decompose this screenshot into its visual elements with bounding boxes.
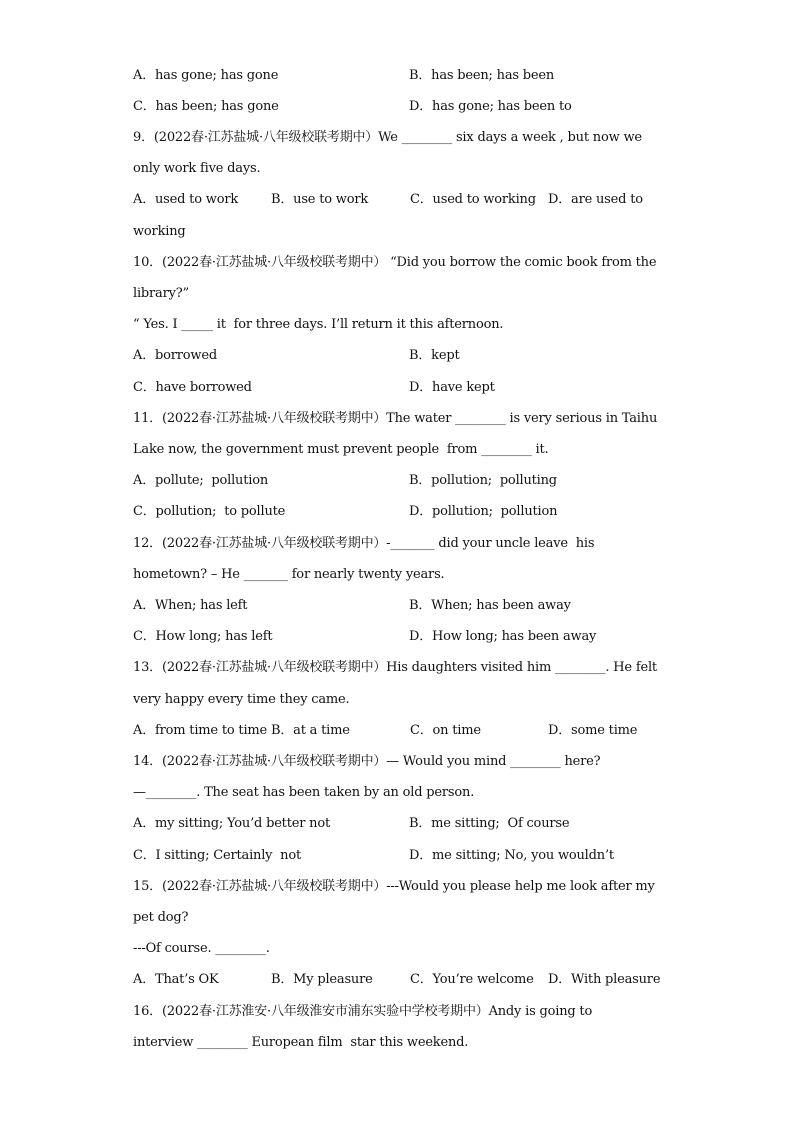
question-text-line: 9．(2022春·江苏盐城·八年级校联考期中）We ________ six days a week , but now we [133,130,642,145]
answer-option: B．pollution; polluting [409,473,557,488]
answer-option: C．You’re welcome [410,972,534,987]
answer-option: A．from time to time [133,723,268,738]
answer-option: D．me sitting; No, you wouldn’t [409,848,614,863]
answer-option: A．That’s OK [133,972,219,987]
answer-option: A．When; has left [133,598,248,613]
answer-option: B．me sitting; Of course [409,816,570,831]
answer-option: B．kept [409,348,460,363]
question-text-line: 14．(2022春·江苏盐城·八年级校联考期中）— Would you mind ________ here? [133,754,601,769]
answer-option: B．use to work [271,192,369,207]
answer-option: B．My pleasure [271,972,373,987]
answer-option: C．has been; has gone [133,99,279,114]
question-text-line: very happy every time they came. [133,692,350,707]
answer-option: D．How long; has been away [409,629,597,644]
question-text-line: working [133,224,186,239]
question-text-line: 16．(2022春·江苏淮安·八年级淮安市浦东实验中学校考期中）Andy is going to [133,1004,593,1019]
answer-option: C．How long; has left [133,629,273,644]
question-text-line: interview ________ European film star this weekend. [133,1035,469,1050]
question-text-line: 11．(2022春·江苏盐城·八年级校联考期中）The water ________ is very serious in Taihu [133,411,658,426]
answer-option: A．pollute; pollution [133,473,269,488]
answer-option: C．have borrowed [133,380,252,395]
answer-option: C．pollution; to pollute [133,504,286,519]
answer-option: D．have kept [409,380,495,395]
answer-option: D．has gone; has been to [409,99,572,114]
answer-option: C．on time [410,723,481,738]
question-text-line: 10．(2022春·江苏盐城·八年级校联考期中） “Did you borrow the comic book from the [133,255,657,270]
question-text-line: library?” [133,286,189,301]
question-text-line: 12．(2022春·江苏盐城·八年级校联考期中）-_______ did your uncle leave his [133,536,595,551]
answer-option: A．borrowed [133,348,217,363]
question-text-line: 13．(2022春·江苏盐城·八年级校联考期中）His daughters visited him ________. He felt [133,660,657,675]
question-text-line: ---Of course. ________. [133,941,270,956]
question-text-line: —________. The seat has been taken by an old person. [133,785,475,800]
answer-option: B．When; has been away [409,598,571,613]
answer-option: A．has gone; has gone [133,68,279,83]
answer-option: D．With pleasure [548,972,661,987]
answer-option: C．I sitting; Certainly not [133,848,302,863]
answer-option: D．pollution; pollution [409,504,558,519]
answer-option: D．some time [548,723,638,738]
question-text-line: pet dog? [133,910,189,925]
answer-option: C．used to working [410,192,536,207]
question-text-line: “ Yes. I _____ it for three days. I’ll return it this afternoon. [133,317,504,332]
answer-option: A．used to work [133,192,239,207]
answer-option: B．has been; has been [409,68,555,83]
question-text-line: Lake now, the government must prevent people from ________ it. [133,442,549,457]
answer-option: D．are used to [548,192,643,207]
answer-option: A．my sitting; You’d better not [133,816,330,831]
answer-option: B．at a time [271,723,350,738]
question-text-line: hometown? – He _______ for nearly twenty years. [133,567,445,582]
question-text-line: 15．(2022春·江苏盐城·八年级校联考期中）---Would you please help me look after my [133,879,655,894]
question-text-line: only work five days. [133,161,261,176]
